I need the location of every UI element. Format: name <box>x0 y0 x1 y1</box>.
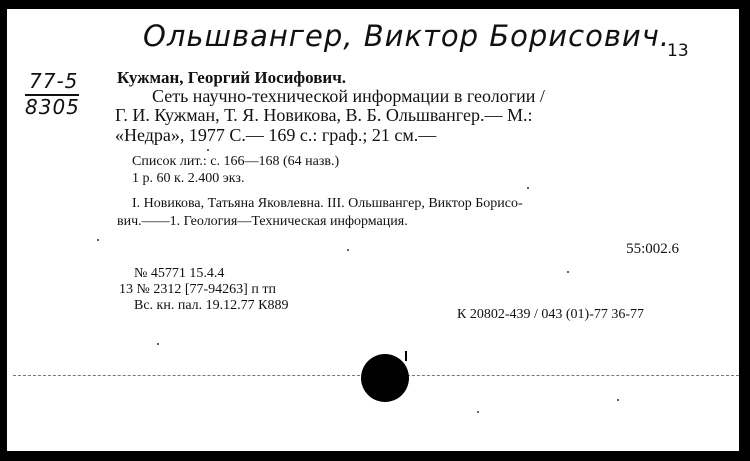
speck <box>97 239 99 241</box>
catalog-card <box>4 6 742 454</box>
title-line-1: Сеть научно-технической информации в геологии / <box>152 86 545 106</box>
author-heading: Кужман, Георгий Иосифович. <box>117 68 347 87</box>
price-note: 1 р. 60 к. 2.400 экз. <box>132 171 245 186</box>
bibliography-note: Список лит.: с. 166—168 (64 назв.) <box>132 154 340 169</box>
accession-line-2: 13 № 2312 [77-94263] п тп <box>119 282 276 297</box>
speck <box>567 271 569 273</box>
title-line-3: «Недра», 1977 С.— 169 с.: граф.; 21 см.— <box>115 125 437 145</box>
punch-hole <box>361 354 409 402</box>
catalog-code: К 20802-439 / 043 (01)-77 36-77 <box>457 307 645 322</box>
speck <box>477 411 479 413</box>
speck <box>207 149 209 151</box>
tracing-line-1: I. Новикова, Татьяна Яковлевна. III. Ольшвангер, Виктор Борисо- <box>132 196 523 211</box>
card-number: 13 <box>667 41 689 61</box>
speck <box>527 187 529 189</box>
call-number-bottom: 8305 <box>25 95 80 119</box>
classification-code: 55:002.6 <box>626 241 679 257</box>
call-number-top: 77-5 <box>29 69 79 93</box>
tick-mark <box>405 351 407 361</box>
handwritten-heading: Ольшвангер, Виктор Борисович. <box>143 19 671 53</box>
speck <box>347 249 349 251</box>
accession-line-1: № 45771 15.4.4 <box>134 266 225 281</box>
title-line-2: Г. И. Кужман, Т. Я. Новикова, В. Б. Ольшвангер.— М.: <box>115 105 533 125</box>
accession-line-3: Вс. кн. пал. 19.12.77 К889 <box>134 298 289 313</box>
speck <box>617 399 619 401</box>
tracing-line-2: вич.——1. Геология—Техническая информация. <box>117 214 408 229</box>
speck <box>157 343 159 345</box>
